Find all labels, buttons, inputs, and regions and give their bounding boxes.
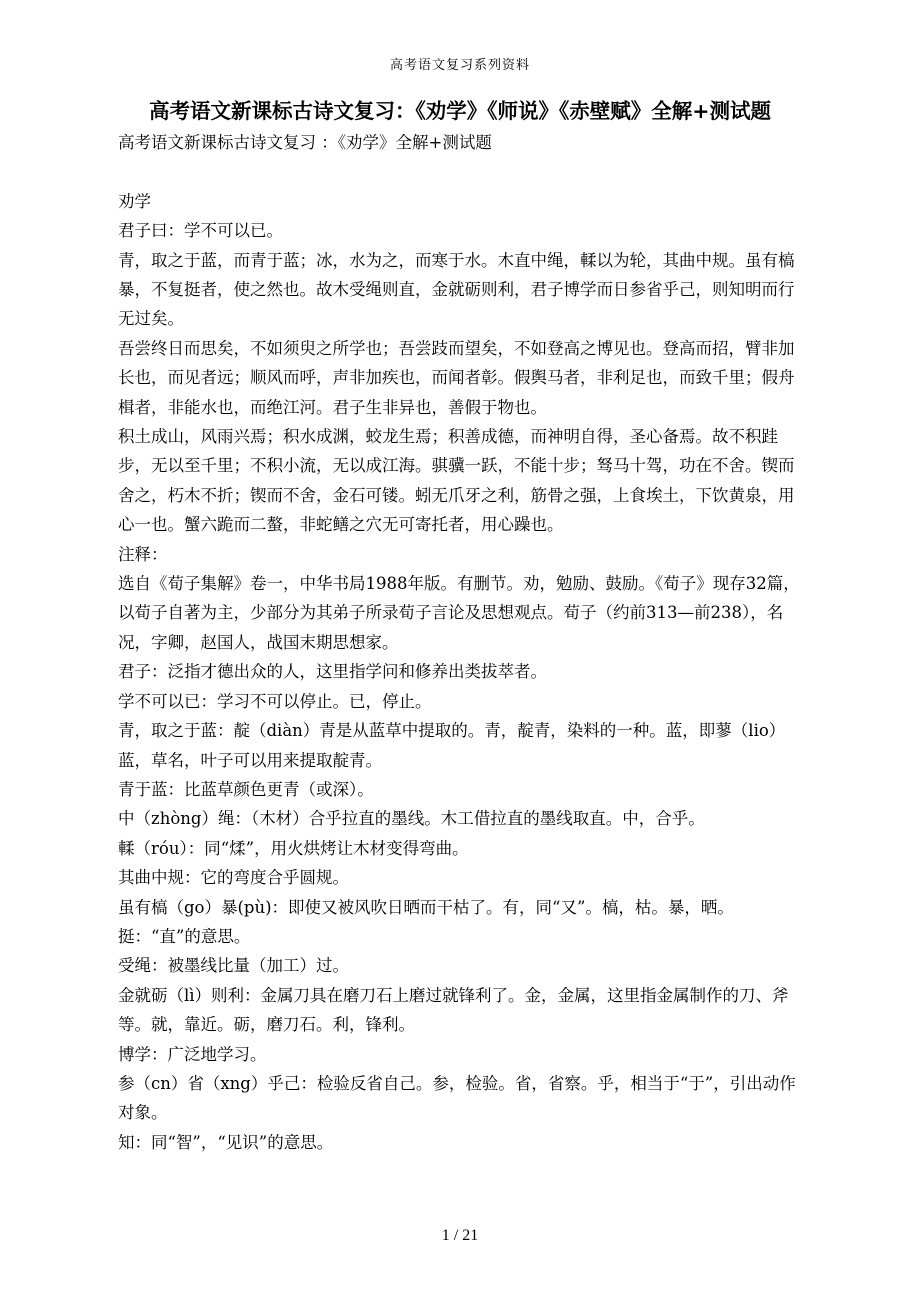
blank-line bbox=[118, 157, 808, 186]
note-item: 君子：泛指才德出众的人，这里指学问和修养出类拔萃者。 bbox=[118, 662, 547, 682]
note-item: 輮（róu）：同“煣”，用火烘烤让木材变得弯曲。 bbox=[118, 838, 469, 858]
note-item: 青，取之于蓝：靛（diàn）青是从蓝草中提取的。青，靛青，染料的一种。蓝，即蓼（lio）蓝，草名，叶子可以用来提取靛青。 bbox=[118, 721, 786, 770]
page-header: 高考语文复习系列资料 bbox=[389, 58, 530, 73]
text-paragraph: 吾尝终日而思矣，不如须臾之所学也；吾尝跂而望矣，不如登高之博见也。登高而招，臂非加长也，而见者远；顺风而呼，声非加疾也，而闻者彰。假舆马者，非利足也，而致千里；假舟楫者，非能水也，而绝江河。君子生非异也，善假于物也。 bbox=[118, 338, 795, 417]
note-item: 知：同“智”，“见识”的意思。 bbox=[118, 1132, 334, 1152]
note-item: 虽有槁（go）暴(pù)：即使又被风吹日晒而干枯了。有，同“又”。槁，枯。暴，晒。 bbox=[118, 897, 734, 917]
text-title: 劝学 bbox=[118, 191, 151, 211]
note-item: 挺：“直”的意思。 bbox=[118, 926, 251, 946]
note-item: 青于蓝：比蓝草颜色更青（或深）。 bbox=[118, 779, 374, 799]
note-item: 受绳：被墨线比量（加工）过。 bbox=[118, 956, 349, 976]
note-item: 参（cn）省（xng）乎己：检验反省自己。参，检验。省，省察。乎，相当于“于”，引出动作对象。 bbox=[118, 1073, 796, 1123]
page-number: 1 / 21 bbox=[441, 1227, 479, 1244]
text-paragraph: 君子曰：学不可以已。 bbox=[118, 221, 283, 241]
text-paragraph: 积土成山，风雨兴焉；积水成渊，蛟龙生焉；积善成德，而神明自得，圣心备焉。故不积跬步，无以至千里；不积小流，无以成江海。骐骥一跃，不能十步；驽马十驾，功在不舍。锲而舍之，朽木不折；锲而不舍，金石可镂。蚓无爪牙之利，筋骨之强，上食埃土，下饮黄泉，用心一也。蟹六跪而二螯，非蛇鳝之穴无可寄托者，用心躁也。 bbox=[118, 427, 795, 535]
text-paragraph: 青，取之于蓝，而青于蓝；冰，水为之，而寒于水。木直中绳，輮以为轮，其曲中规。虽有槁暴，不复挺者，使之然也。故木受绳则直，金就砺则利，君子博学而日参省乎己，则知明而行无过矣。 bbox=[118, 250, 795, 329]
note-item: 金就砺（lì）则利：金属刀具在磨刀石上磨过就锋利了。金，金属，这里指金属制作的刀、斧等。就，靠近。砺，磨刀石。利，锋利。 bbox=[118, 985, 789, 1035]
document-body bbox=[118, 128, 808, 1157]
subtitle: 高考语文新课标古诗文复习 ：《劝学》全解+测试题 bbox=[118, 133, 492, 152]
document-title: 高考语文新课标古诗文复习：《劝学》《师说》《赤壁赋》全解+测试题 bbox=[149, 99, 771, 123]
note-item: 中（zhòng）绳：（木材）合乎拉直的墨线。木工借拉直的墨线取直。中，合乎。 bbox=[118, 809, 705, 829]
note-item: 其曲中规：它的弯度合乎圆规。 bbox=[118, 868, 349, 888]
note-item: 学不可以已：学习不可以停止。已，停止。 bbox=[118, 691, 432, 711]
notes-heading: 注释： bbox=[118, 544, 168, 564]
note-item: 选自《荀子集解》卷一，中华书局1988年版。有删节。劝，勉励、鼓励。《荀子》现存32篇，以荀子自著为主，少部分为其弟子所录荀子言论及思想观点。荀子（约前313—前238），名况，字卿，赵国人，战国末期思想家。 bbox=[118, 574, 800, 652]
note-item: 博学：广泛地学习。 bbox=[118, 1044, 267, 1064]
